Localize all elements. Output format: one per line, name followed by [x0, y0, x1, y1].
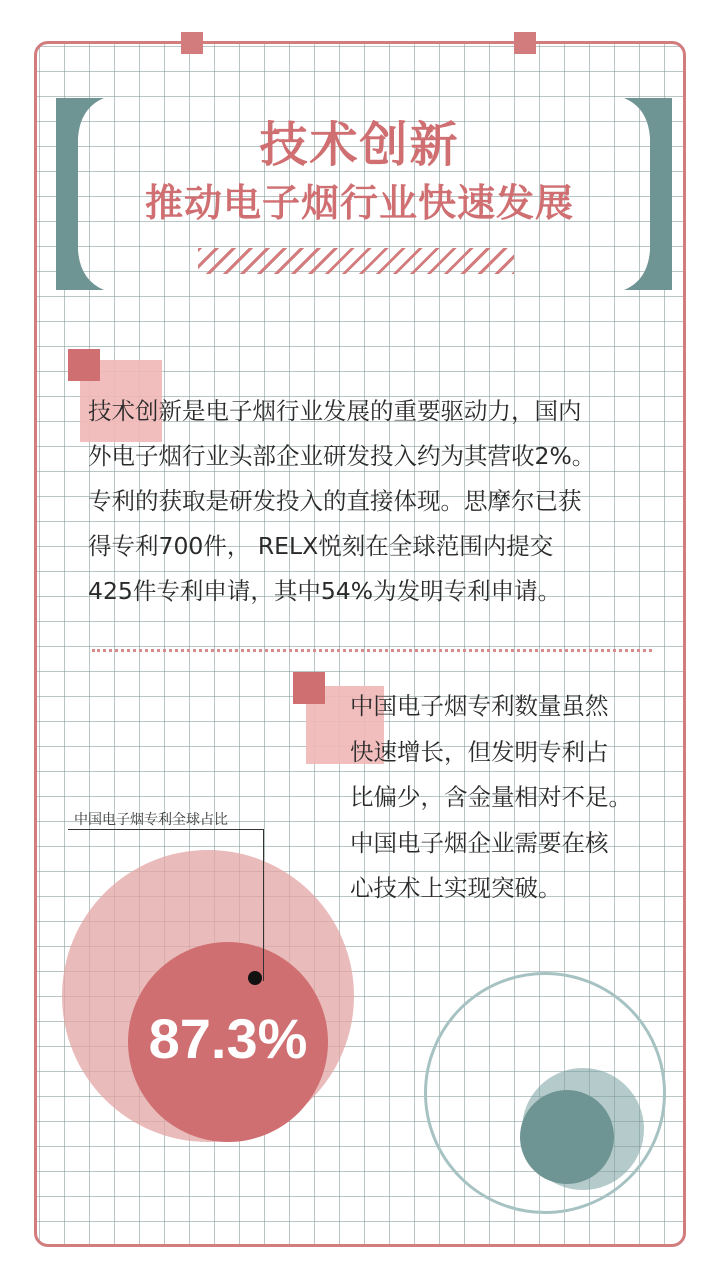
- paragraph-line: 外电子烟行业头部企业研发投入约为其营收2%。: [88, 442, 596, 470]
- paragraph-line: 快速增长，但发明专利占: [350, 737, 609, 766]
- square-decoration: [68, 349, 100, 381]
- page-subtitle: 推动电子烟行业快速发展: [144, 181, 574, 225]
- label-pointer-dot: [248, 971, 262, 985]
- intro-paragraph: [88, 389, 668, 614]
- square-decoration: [293, 672, 325, 704]
- label-leader-line: [68, 829, 264, 830]
- paragraph-line: 心技术上实现突破。: [350, 874, 562, 902]
- paragraph-line: 技术创新是电子烟行业发展的重要驱动力，国内: [88, 397, 582, 425]
- paragraph-line: 425件专利申请，其中54%为发明专利申请。: [88, 577, 562, 605]
- label-leader-line-vertical: [263, 829, 264, 981]
- stat-label: 中国电子烟专利全球占比: [74, 812, 228, 828]
- frame-tab-right: [514, 32, 536, 54]
- frame-tab-left: [181, 32, 203, 54]
- page-title: 技术创新: [259, 117, 460, 173]
- detail-paragraph: [350, 684, 670, 912]
- stat-value: 87.3%: [148, 1007, 308, 1070]
- paragraph-line: 得专利700件， RELX悦刻在全球范围内提交: [88, 532, 554, 560]
- dotted-divider: [92, 649, 652, 652]
- paragraph-line: 专利的获取是研发投入的直接体现。思摩尔已获: [88, 487, 582, 515]
- stripe-decoration: [198, 248, 514, 274]
- paragraph-line: 中国电子烟专利数量虽然: [350, 692, 609, 720]
- paragraph-line: 中国电子烟企业需要在核: [350, 828, 609, 857]
- teal-circle-decoration: [520, 1090, 614, 1184]
- paragraph-line: 比偏少，含金量相对不足。: [350, 783, 632, 811]
